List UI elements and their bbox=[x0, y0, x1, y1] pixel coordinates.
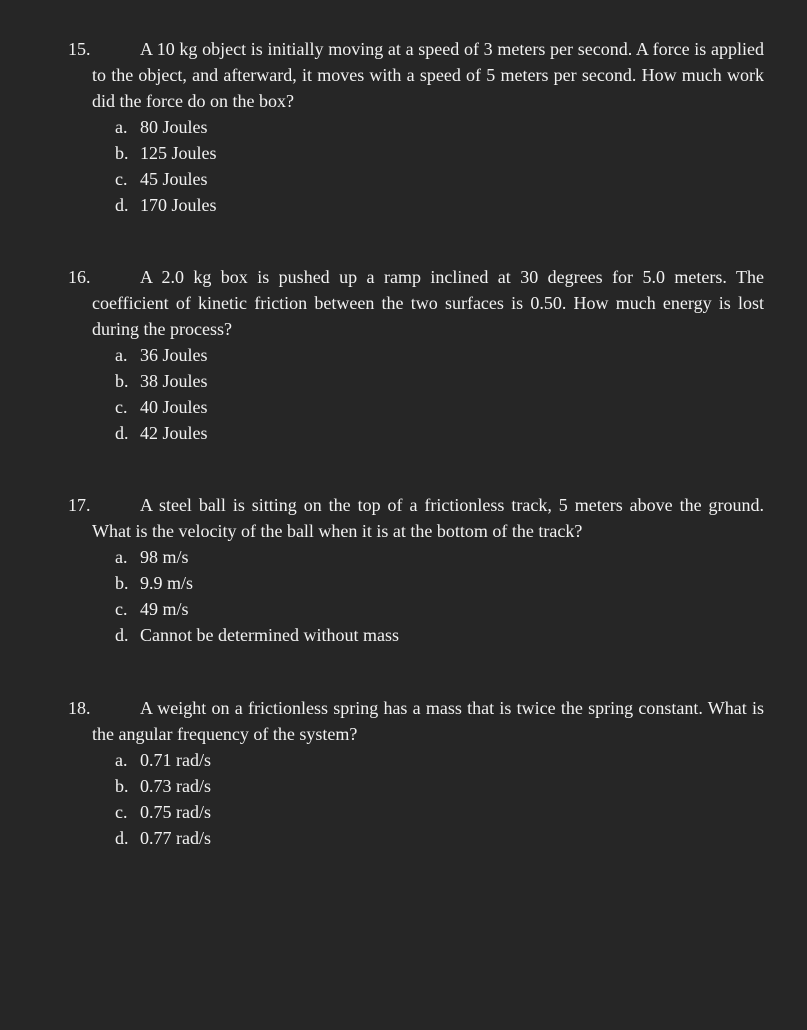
choice-letter: b. bbox=[115, 371, 129, 391]
choice-text: Cannot be determined without mass bbox=[140, 625, 399, 645]
choice-text: 0.77 rad/s bbox=[140, 828, 211, 848]
choice-letter: c. bbox=[115, 599, 128, 619]
question-stem bbox=[68, 36, 764, 114]
choice-text: 80 Joules bbox=[140, 117, 208, 137]
choice-c[interactable] bbox=[0, 166, 807, 192]
choice-letter: c. bbox=[115, 169, 128, 189]
question-stem bbox=[68, 695, 764, 747]
choice-list bbox=[0, 114, 807, 218]
choice-letter: a. bbox=[115, 345, 128, 365]
question-17 bbox=[0, 492, 807, 648]
question-stem bbox=[68, 492, 764, 544]
choice-text: 45 Joules bbox=[140, 169, 208, 189]
choice-letter: b. bbox=[115, 143, 129, 163]
question-number: 15. bbox=[68, 39, 91, 59]
choice-letter: a. bbox=[115, 547, 128, 567]
choice-c[interactable] bbox=[0, 394, 807, 420]
choice-text: 0.75 rad/s bbox=[140, 802, 211, 822]
choice-b[interactable] bbox=[0, 140, 807, 166]
choice-text: 42 Joules bbox=[140, 423, 208, 443]
choice-d[interactable] bbox=[0, 622, 807, 648]
choice-a[interactable] bbox=[0, 544, 807, 570]
question-text: A steel ball is sitting on the top of a frictionless track, 5 meters above the ground. What is the velocity of the ball when it is at the bottom of the track? bbox=[92, 495, 764, 541]
choice-b[interactable] bbox=[0, 570, 807, 596]
choice-text: 170 Joules bbox=[140, 195, 217, 215]
choice-text: 125 Joules bbox=[140, 143, 217, 163]
choice-text: 0.73 rad/s bbox=[140, 776, 211, 796]
choice-letter: c. bbox=[115, 397, 128, 417]
question-text: A 10 kg object is initially moving at a speed of 3 meters per second. A force is applied to the object, and afterward, it moves with a speed of 5 meters per second. How much work did the force do on the box? bbox=[92, 39, 764, 111]
choice-letter: b. bbox=[115, 573, 129, 593]
choice-text: 49 m/s bbox=[140, 599, 189, 619]
question-text: A 2.0 kg box is pushed up a ramp inclined at 30 degrees for 5.0 meters. The coefficient of kinetic friction between the two surfaces is 0.50. How much energy is lost during the process? bbox=[92, 267, 764, 339]
choice-letter: a. bbox=[115, 750, 128, 770]
choice-letter: b. bbox=[115, 776, 129, 796]
choice-letter: c. bbox=[115, 802, 128, 822]
choice-text: 9.9 m/s bbox=[140, 573, 194, 593]
choice-c[interactable] bbox=[0, 799, 807, 825]
choice-a[interactable] bbox=[0, 114, 807, 140]
choice-letter: d. bbox=[115, 423, 129, 443]
question-18 bbox=[0, 695, 807, 851]
question-text: A weight on a frictionless spring has a mass that is twice the spring constant. What is the angular frequency of the system? bbox=[92, 698, 764, 744]
choice-letter: d. bbox=[115, 195, 129, 215]
choice-a[interactable] bbox=[0, 747, 807, 773]
question-stem bbox=[68, 264, 764, 342]
choice-b[interactable] bbox=[0, 368, 807, 394]
choice-d[interactable] bbox=[0, 825, 807, 851]
choice-letter: a. bbox=[115, 117, 128, 137]
question-number: 16. bbox=[68, 267, 91, 287]
choice-d[interactable] bbox=[0, 192, 807, 218]
choice-d[interactable] bbox=[0, 420, 807, 446]
choice-text: 40 Joules bbox=[140, 397, 208, 417]
choice-text: 36 Joules bbox=[140, 345, 208, 365]
question-16 bbox=[0, 264, 807, 446]
choice-b[interactable] bbox=[0, 773, 807, 799]
choice-text: 98 m/s bbox=[140, 547, 189, 567]
choice-letter: d. bbox=[115, 828, 129, 848]
choice-c[interactable] bbox=[0, 596, 807, 622]
question-15 bbox=[0, 36, 807, 218]
question-number: 17. bbox=[68, 495, 91, 515]
choice-a[interactable] bbox=[0, 342, 807, 368]
question-number: 18. bbox=[68, 698, 91, 718]
choice-list bbox=[0, 747, 807, 851]
choice-text: 38 Joules bbox=[140, 371, 208, 391]
choice-list bbox=[0, 342, 807, 446]
choice-letter: d. bbox=[115, 625, 129, 645]
choice-list bbox=[0, 544, 807, 648]
choice-text: 0.71 rad/s bbox=[140, 750, 211, 770]
